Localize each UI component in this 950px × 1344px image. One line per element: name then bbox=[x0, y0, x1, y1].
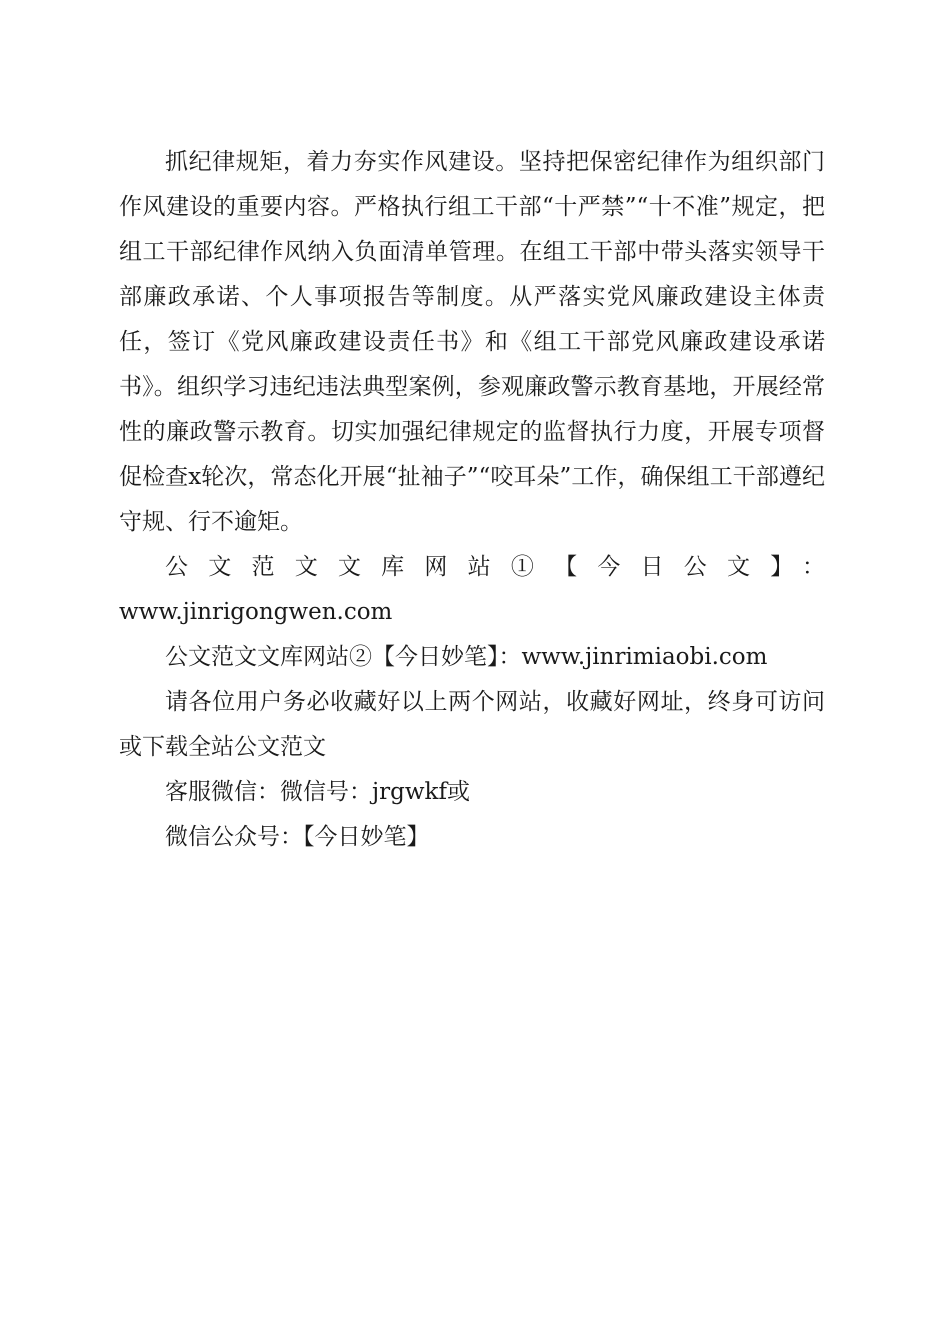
body-paragraph: 抓纪律规矩，着力夯实作风建设。坚持把保密纪律作为组织部门作风建设的重要内容。严格执行组工干部“十严禁”“十不准”规定，把组工干部纪律作风纳入负面清单管理。在组工干部中带头落实领导干部廉政承诺、个人事项报告等制度。从严落实党风廉政建设主体责任，签订《党风廉政建设责任书》和《组工干部党风廉政建设承诺书》。组织学习违纪违法典型案例，参观廉政警示教育基地，开展经常性的廉政警示教育。切实加强纪律规定的监督执行力度，开展专项督促检查x轮次，常态化开展“扯袖子”“咬耳朵”工作，确保组工干部遵纪守规、行不逾矩。 bbox=[119, 149, 825, 535]
bookmark-notice: 请各位用户务必收藏好以上两个网站，收藏好网址，终身可访问或下载全站公文范文 bbox=[119, 689, 825, 760]
customer-service-wechat: 客服微信：微信号：jrgwkf或 bbox=[165, 779, 470, 805]
wechat-official-account: 微信公众号：【今日妙笔】 bbox=[165, 824, 430, 850]
document-body bbox=[119, 140, 825, 860]
website-2-line: 公文范文文库网站②【今日妙笔】：www.jinrimiaobi.com bbox=[165, 644, 768, 670]
website-1-label: 公文范文文库网站①【今日公文】： bbox=[165, 554, 825, 580]
website-1-url: www.jinrigongwen.com bbox=[119, 599, 393, 625]
